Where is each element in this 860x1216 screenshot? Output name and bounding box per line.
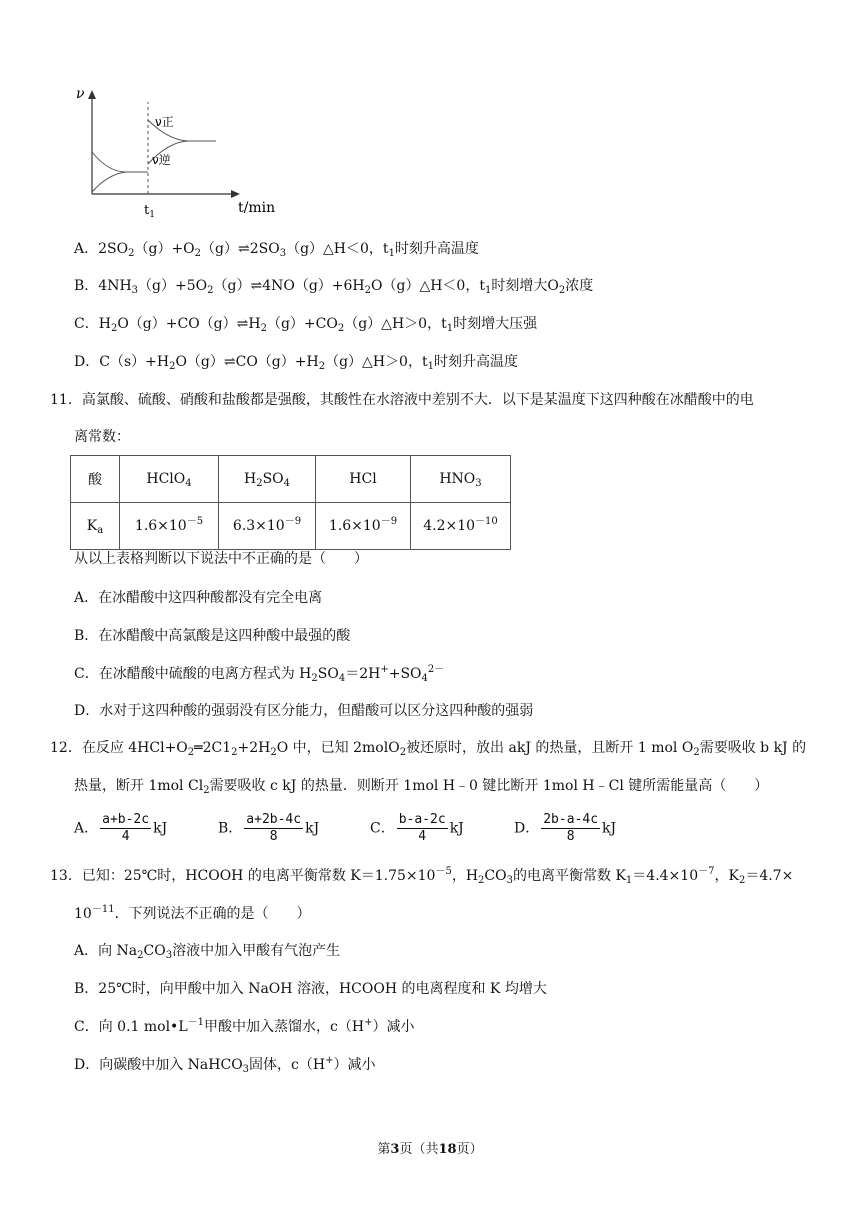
q13-option-c: C．向 0.1 $mol•L^{-1}$甲酸中加入蒸馏水，c（H+）减小 bbox=[74, 1017, 415, 1035]
table-cell-acid-label: 酸 bbox=[71, 456, 120, 503]
table-ka-row bbox=[71, 503, 511, 550]
q12-stem-line2: 热量，断开 1mol $Cl_2$需要吸收 c kJ 的热量．则断开 1mol H﹣0 键比断开 1mol H﹣Cl 键所需能量高（ ） bbox=[74, 778, 769, 796]
table-cell-hcl: HCl bbox=[316, 456, 411, 503]
table-cell-ka-hclo4: $1.6\times 10^{-5}$ bbox=[120, 503, 219, 550]
q13-stem-line2: $10^{-11}$．下列说法不正确的是（ ） bbox=[74, 904, 311, 922]
q12-option-d-fraction: $\frac{2b-a-4c}{8}$ bbox=[543, 812, 599, 844]
table-cell-ka-hcl: $1.6\times 10^{-9}$ bbox=[316, 503, 411, 550]
q13-option-d: D．向碳酸中加入 NaHCO$_3$固体，c（H+）减小 bbox=[74, 1055, 376, 1075]
q10-option-b: B．$4NH_3(g)+5O_2(g)\rightleftharpoons 4NO(g)+6H_2O(g)\triangle H<0$，$t_1$时刻增大$O_2$浓度 bbox=[74, 278, 594, 296]
graph-forward-label: ν正 bbox=[155, 115, 174, 129]
q11-option-d: D．水对于这四种酸的强弱没有区分能力，但醋酸可以区分这四种酸的强弱 bbox=[74, 703, 534, 719]
q13-stem-line1: 13．已知：25℃时，HCOOH 的电离平衡常数 $K=1.75\times 10^{-5}$，$H_2CO_3$的电离平衡常数 $K_1=4.4\times 10^{-7}$，$K_2=4.7\times$ bbox=[50, 866, 794, 886]
q12-option-c: C． $\frac{b-a-2c}{4}$ kJ bbox=[370, 812, 464, 844]
ka-table bbox=[70, 455, 511, 550]
q10-option-d: D．$C(s)+H_2O(g)\rightleftharpoons CO(g)+H_2(g)\triangle H>0$，$t_1$时刻升高温度 bbox=[74, 354, 518, 372]
q11-stem-line2: 离常数： bbox=[74, 429, 130, 445]
q11-option-a: A．在冰醋酸中这四种酸都没有完全电离 bbox=[74, 590, 323, 606]
table-cell-ka-hno3: $4.2\times 10^{-10}$ bbox=[411, 503, 511, 550]
q12-option-a: A． $\frac{a+b-2c}{4}$ kJ bbox=[74, 812, 168, 844]
rate-time-graph bbox=[68, 84, 283, 219]
q12-option-b-fraction: $\frac{a+2b-4c}{8}$ bbox=[246, 812, 302, 844]
q12-option-b: B． $\frac{a+2b-4c}{8}$ kJ bbox=[218, 812, 320, 844]
page-footer: 第3页（共18页） bbox=[377, 1142, 483, 1157]
table-cell-hno3: $HNO_3$ bbox=[411, 456, 511, 503]
q12-option-a-fraction: $\frac{a+b-2c}{4}$ bbox=[102, 812, 150, 844]
q11-question: 从以上表格判断以下说法中不正确的是（ ） bbox=[74, 551, 368, 567]
curve-reverse-before bbox=[92, 172, 148, 192]
table-cell-hclo4: HClO$_4$ bbox=[120, 456, 219, 503]
graph-y-label: ν bbox=[76, 86, 85, 102]
q10-option-a: A．$2SO_2(g)+O_2(g)\rightleftharpoons 2SO_3(g)\triangle H<0$，$t_1$时刻升高温度 bbox=[74, 241, 479, 259]
table-cell-ka-label: $K_a$ bbox=[71, 503, 120, 550]
y-axis-arrow bbox=[88, 90, 96, 99]
q12-stem-line1: 12．在反应 $4HCl+O_2═2C1_2+2H_2O$ 中，已知 2molO$_2$被还原时，放出 akJ 的热量，且断开 1 mol $O_2$需要吸收 b kJ 的 bbox=[50, 740, 807, 758]
x-axis-arrow bbox=[231, 190, 240, 198]
q12-option-c-fraction: $\frac{b-a-2c}{4}$ bbox=[398, 812, 446, 844]
q13-option-a: A．向 $Na_2CO_3$溶液中加入甲酸有气泡产生 bbox=[74, 943, 341, 961]
q11-option-b: B．在冰醋酸中高氯酸是这四种酸中最强的酸 bbox=[74, 628, 351, 644]
q11-stem-line1: 11．高氯酸、硫酸、硝酸和盐酸都是强酸，其酸性在水溶液中差别不大．以下是某温度下这四种酸在冰醋酸中的电 bbox=[50, 392, 754, 408]
q10-option-c: C．$H_2O(g)+CO(g)\rightleftharpoons H_2(g)+CO_2(g)\triangle H>0$，$t_1$时刻增大压强 bbox=[74, 316, 538, 334]
table-header-row bbox=[71, 456, 511, 503]
q12-option-d: D． $\frac{2b-a-4c}{8}$ kJ bbox=[514, 812, 617, 844]
graph-reverse-label: ν逆 bbox=[152, 153, 171, 167]
graph-t1-label: $t_1$ bbox=[144, 203, 155, 219]
q11-option-c: C．在冰醋酸中硫酸的电离方程式为 $H_2SO_4=2H^++SO_4^{2-}$ bbox=[74, 664, 445, 684]
curve-forward-before bbox=[92, 152, 148, 172]
table-cell-h2so4: $H_2SO_4$ bbox=[219, 456, 316, 503]
graph-x-label: t/min bbox=[238, 200, 276, 216]
q13-option-b: B．25℃时，向甲酸中加入 NaOH 溶液，HCOOH 的电离程度和 K 均增大 bbox=[74, 981, 547, 997]
table-cell-ka-h2so4: $6.3\times 10^{-9}$ bbox=[219, 503, 316, 550]
